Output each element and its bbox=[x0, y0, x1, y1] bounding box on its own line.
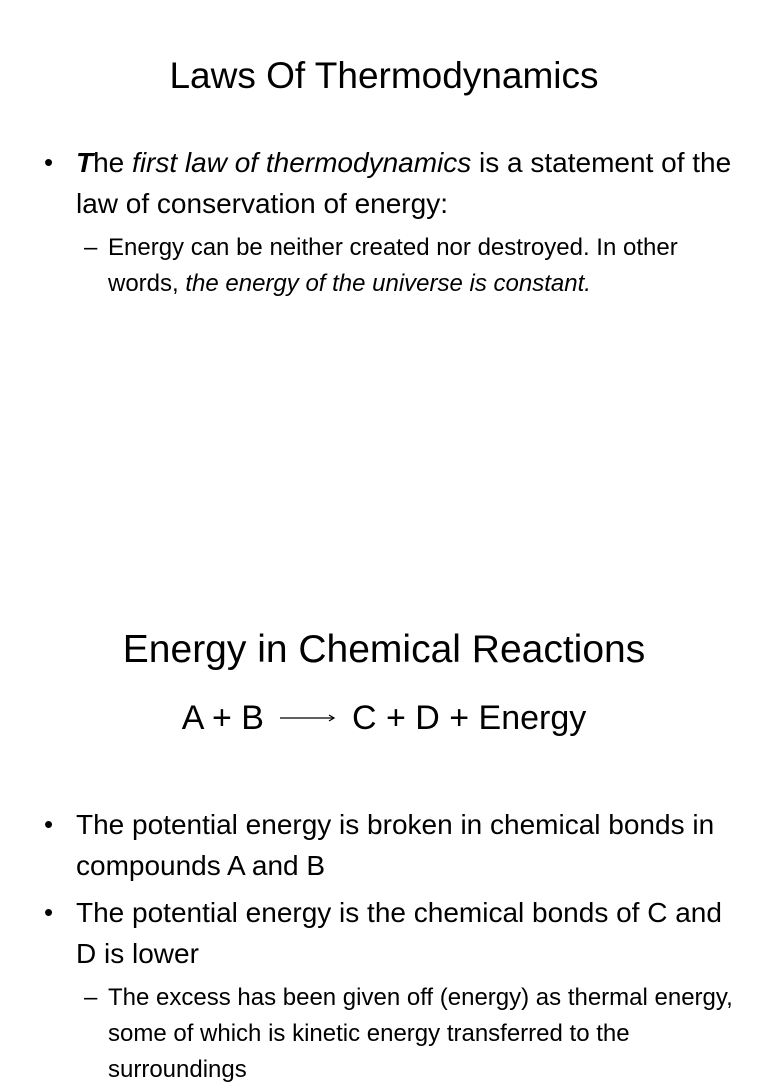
bullet-1-lead-letter: T bbox=[76, 147, 94, 178]
slide-2-bullet-list bbox=[44, 804, 734, 1088]
slide-2 bbox=[0, 512, 768, 1083]
bullet-dot-icon: • bbox=[44, 897, 54, 927]
slide-2-sub-bullet bbox=[44, 980, 734, 1088]
slide-1 bbox=[0, 0, 768, 512]
slide-2-bullet-2 bbox=[44, 892, 734, 974]
slide-2-title: Energy in Chemical Reactions bbox=[122, 628, 646, 671]
bullet-dot-icon: • bbox=[44, 147, 54, 177]
slide-2-sub-bullet-text: The excess has been given off (energy) as thermal energy, some of which is kinetic energy transferred to the surroundings bbox=[108, 984, 733, 1083]
slide-1-title: Laws Of Thermodynamics bbox=[169, 55, 599, 96]
slide-2-bullet-1-text: The potential energy is broken in chemical bonds in compounds A and B bbox=[76, 809, 715, 881]
sub-bullet-1-italic: the energy of the universe is constant. bbox=[185, 270, 591, 297]
dash-icon: – bbox=[84, 984, 98, 1011]
slide-1-sub-bullet-1 bbox=[44, 230, 734, 302]
right-arrow-icon bbox=[278, 698, 338, 738]
equation-reactants: A + B bbox=[181, 699, 264, 737]
bullet-1-rest: is a statement of the law of conservation of energy: bbox=[76, 147, 732, 219]
bullet-1-italic-term: first law of thermodynamics bbox=[132, 147, 472, 178]
sub-bullet-1-plain: Energy can be neither created nor destroyed. In other words, bbox=[108, 234, 678, 297]
slide-2-bullet-1 bbox=[44, 804, 734, 886]
dash-icon: – bbox=[84, 234, 98, 261]
bullet-1-lead-rest: he bbox=[93, 147, 133, 178]
slide-1-bullet-1 bbox=[44, 142, 734, 224]
slide-1-bullet-list bbox=[44, 142, 734, 302]
reaction-equation bbox=[0, 698, 768, 740]
equation-products: C + D + Energy bbox=[351, 699, 587, 737]
slide-2-bullet-2-text: The potential energy is the chemical bonds of C and D is lower bbox=[76, 897, 722, 969]
bullet-dot-icon: • bbox=[44, 809, 54, 839]
